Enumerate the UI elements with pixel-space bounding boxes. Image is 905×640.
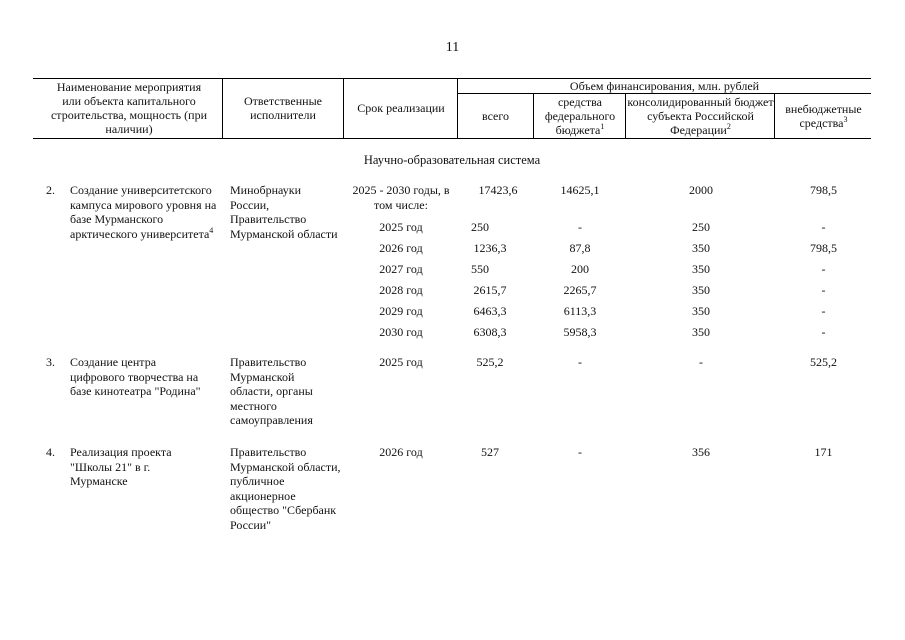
total-cell: 6308,3 [473,325,507,339]
section-title: Научно-образовательная система [363,153,541,167]
federal-cell: - [578,355,582,369]
column-divider [343,78,344,138]
item-number: 2. [46,183,55,197]
period-cell: 2026 год [379,241,423,255]
column-divider [625,93,626,138]
period-cell: 2026 год [379,445,423,459]
item-name: Создание университетского кампуса мирового уровня на базе Мурманского арктического университета$^4$ [70,183,217,241]
total-cell: 527 [481,445,499,459]
federal-cell: 6113,3 [563,304,597,318]
total-cell: 17423,6 [478,183,518,197]
total-cell: 6463,3 [473,304,507,318]
extra-cell: - [821,304,826,318]
extra-cell: - [821,325,826,339]
extra-cell: - [821,283,826,297]
federal-cell: 200 [571,262,589,276]
regional-cell: 350 [692,325,710,339]
total-cell: 550 [471,262,489,276]
period-cell: 2025 - 2030 годы, в том числе: [352,183,450,212]
regional-cell: 350 [692,262,710,276]
federal-cell: 14625,1 [560,183,600,197]
header-total: всего [481,109,510,123]
extra-cell: 798,5 [810,183,837,197]
federal-cell: 5958,3 [563,325,597,339]
column-divider [774,93,775,138]
item-name: Реализация проекта "Школы 21" в г. Мурманске [70,445,172,488]
regional-cell: 350 [692,241,710,255]
header-bottom-rule [33,138,871,139]
item-number: 4. [46,445,55,459]
header-extra: внебюджетные средства$^3$ [785,102,862,130]
regional-cell: 250 [692,220,710,234]
header-period: Срок реализации [357,101,445,115]
period-cell: 2027 год [379,262,423,276]
column-divider [222,78,223,138]
federal-cell: - [578,220,582,234]
period-cell: 2030 год [379,325,423,339]
regional-cell: 2000 [689,183,713,197]
period-cell: 2029 год [379,304,423,318]
total-cell: 2615,7 [473,283,507,297]
total-cell: 525,2 [476,355,504,369]
federal-cell: 87,8 [569,241,591,255]
regional-cell: 350 [692,283,710,297]
regional-cell: 350 [692,304,710,318]
total-cell: 250 [471,220,489,234]
header-federal: средства федерального бюджета$^1$ [544,95,616,137]
period-cell: 2028 год [379,283,423,297]
item-executors: Правительство Мурманской области, органы местного самоуправления [230,355,313,427]
header-executors: Ответственные исполнители [244,94,322,122]
regional-cell: 356 [692,445,710,459]
federal-cell: 2265,7 [563,283,597,297]
period-cell: 2025 год [379,355,423,369]
extra-cell: - [821,220,826,234]
column-divider [533,93,534,138]
header-name: Наименование мероприятия или объекта капитального строительства, мощность (при наличии) [50,80,207,136]
item-number: 3. [46,355,55,369]
extra-cell: 798,5 [810,241,837,255]
item-executors: Правительство Мурманской области, публичное акционерное общество "Сбербанк России" [230,445,341,532]
extra-cell: - [821,262,826,276]
total-cell: 1236,3 [473,241,507,255]
header-regional: консолидированный бюджет субъекта Российской Федерации$^2$ [627,95,774,137]
extra-cell: 171 [814,445,833,459]
page-number: 11 [445,40,460,55]
item-name: Создание центра цифрового творчества на базе кинотеатра "Родина" [70,355,201,398]
period-cell: 2025 год [379,220,423,234]
header-financing: Объем финансирования, млн. рублей [569,79,760,93]
extra-cell: 525,2 [810,355,837,369]
regional-cell: - [699,355,703,369]
federal-cell: - [578,445,582,459]
item-executors: Минобрнауки России, Правительство Мурманской области [230,183,338,241]
